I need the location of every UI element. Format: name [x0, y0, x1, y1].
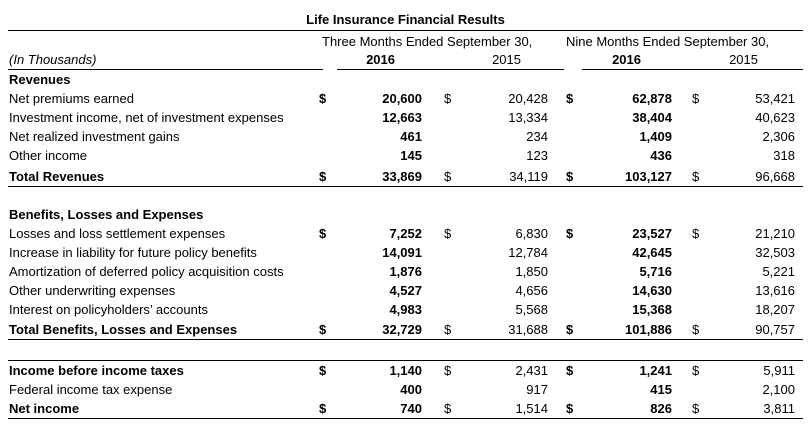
currency-symbol: $ — [319, 363, 327, 378]
nine-months-header: Nine Months Ended September 30, — [566, 34, 770, 49]
value-ytd-2015: 2,306 — [762, 129, 795, 144]
value-q-2016: 12,663 — [382, 110, 422, 125]
total-rule — [8, 339, 803, 340]
total-rule — [8, 360, 803, 361]
value-q-2015: 1,514 — [515, 401, 548, 416]
currency-symbol: $ — [566, 322, 574, 337]
table-row — [0, 300, 810, 319]
currency-symbol: $ — [319, 169, 327, 184]
currency-symbol: $ — [692, 169, 700, 184]
value-ytd-2016: 62,878 — [632, 91, 672, 106]
currency-symbol: $ — [692, 322, 700, 337]
table-row — [0, 262, 810, 281]
value-ytd-2016: 42,645 — [632, 245, 672, 260]
value-q-2016: 1,140 — [389, 363, 422, 378]
value-q-2016: 33,869 — [382, 169, 422, 184]
value-ytd-2016: 436 — [650, 148, 672, 163]
value-ytd-2015: 2,100 — [762, 382, 795, 397]
currency-symbol: $ — [692, 401, 700, 416]
row-label: Interest on policyholders’ accounts — [9, 302, 208, 317]
value-ytd-2016: 415 — [650, 382, 672, 397]
row-label: Other income — [9, 148, 88, 163]
value-ytd-2016: 14,630 — [632, 283, 672, 298]
value-ytd-2015: 5,911 — [763, 363, 795, 378]
currency-symbol: $ — [692, 91, 700, 106]
total-row — [0, 399, 810, 418]
currency-symbol: $ — [319, 401, 327, 416]
total-rule — [8, 418, 803, 419]
currency-symbol: $ — [692, 363, 700, 378]
section-header-row — [0, 70, 810, 89]
total-row — [0, 361, 810, 380]
table-row — [0, 224, 810, 243]
value-ytd-2015: 96,668 — [755, 169, 795, 184]
value-ytd-2015: 318 — [773, 148, 795, 163]
currency-symbol: $ — [566, 91, 574, 106]
row-label: Benefits, Losses and Expenses — [9, 207, 204, 222]
value-ytd-2016: 101,886 — [625, 322, 672, 337]
value-q-2015: 4,656 — [515, 283, 548, 298]
currency-symbol: $ — [319, 226, 327, 241]
value-q-2016: 20,600 — [382, 91, 422, 106]
value-q-2015: 13,334 — [508, 110, 548, 125]
value-q-2016: 1,876 — [389, 264, 422, 279]
value-ytd-2015: 21,210 — [755, 226, 795, 241]
currency-symbol: $ — [566, 401, 574, 416]
value-ytd-2015: 32,503 — [755, 245, 795, 260]
table-row — [0, 146, 810, 165]
value-q-2016: 4,983 — [389, 302, 422, 317]
value-q-2015: 31,688 — [508, 322, 548, 337]
value-q-2015: 234 — [526, 129, 548, 144]
value-ytd-2015: 13,616 — [755, 283, 795, 298]
row-label: Total Benefits, Losses and Expenses — [9, 322, 238, 337]
value-q-2015: 917 — [526, 382, 548, 397]
value-q-2016: 32,729 — [382, 322, 422, 337]
year-header-q-2016: 2016 — [366, 52, 395, 67]
value-q-2016: 145 — [400, 148, 422, 163]
currency-symbol: $ — [444, 226, 452, 241]
row-label: Amortization of deferred policy acquisition costs — [9, 264, 284, 279]
value-q-2015: 123 — [526, 148, 548, 163]
table-title: Life Insurance Financial Results — [306, 12, 505, 27]
value-ytd-2015: 53,421 — [755, 91, 795, 106]
currency-symbol: $ — [566, 226, 574, 241]
value-ytd-2015: 90,757 — [755, 322, 795, 337]
table-row — [0, 89, 810, 108]
value-q-2015: 6,830 — [515, 226, 548, 241]
total-row — [0, 167, 810, 186]
value-ytd-2016: 103,127 — [625, 169, 672, 184]
value-q-2016: 400 — [400, 382, 422, 397]
value-q-2016: 4,527 — [389, 283, 422, 298]
table-row — [0, 281, 810, 300]
value-q-2016: 461 — [400, 129, 422, 144]
value-ytd-2015: 18,207 — [755, 302, 795, 317]
section-header-row — [0, 205, 810, 224]
value-ytd-2016: 38,404 — [632, 110, 672, 125]
row-label: Total Revenues — [9, 169, 105, 184]
currency-symbol: $ — [566, 363, 574, 378]
title-rule — [8, 30, 803, 31]
value-ytd-2016: 5,716 — [639, 264, 672, 279]
value-ytd-2016: 826 — [650, 401, 672, 416]
three-months-header: Three Months Ended September 30, — [322, 34, 533, 49]
value-q-2015: 2,431 — [515, 363, 548, 378]
row-label: Net income — [9, 401, 80, 416]
currency-symbol: $ — [444, 169, 452, 184]
value-ytd-2016: 1,409 — [639, 129, 672, 144]
row-label: Net premiums earned — [9, 91, 134, 106]
value-q-2015: 20,428 — [508, 91, 548, 106]
row-label: Losses and loss settlement expenses — [9, 226, 226, 241]
row-label: Net realized investment gains — [9, 129, 180, 144]
table-row — [0, 108, 810, 127]
currency-symbol: $ — [692, 226, 700, 241]
row-label: Federal income tax expense — [9, 382, 173, 397]
row-label: Revenues — [9, 72, 71, 87]
table-row — [0, 127, 810, 146]
table-row — [0, 380, 810, 399]
total-rule — [8, 186, 803, 187]
value-ytd-2015: 5,221 — [762, 264, 795, 279]
value-q-2015: 5,568 — [515, 302, 548, 317]
year-header-ytd-2016: 2016 — [612, 52, 641, 67]
currency-symbol: $ — [444, 401, 452, 416]
value-q-2015: 1,850 — [515, 264, 548, 279]
currency-symbol: $ — [319, 91, 327, 106]
currency-symbol: $ — [319, 322, 327, 337]
value-q-2015: 34,119 — [509, 169, 548, 184]
value-q-2015: 12,784 — [508, 245, 548, 260]
value-ytd-2016: 1,241 — [639, 363, 672, 378]
value-ytd-2016: 23,527 — [632, 226, 672, 241]
value-q-2016: 14,091 — [382, 245, 422, 260]
year-header-ytd-2015: 2015 — [729, 52, 758, 67]
row-label: Income before income taxes — [9, 363, 184, 378]
row-label: Increase in liability for future policy benefits — [9, 245, 257, 260]
table-row — [0, 243, 810, 262]
value-ytd-2015: 40,623 — [755, 110, 795, 125]
units-label: (In Thousands) — [9, 52, 97, 67]
currency-symbol: $ — [444, 91, 452, 106]
total-row — [0, 320, 810, 339]
currency-symbol: $ — [566, 169, 574, 184]
row-label: Investment income, net of investment expenses — [9, 110, 284, 125]
currency-symbol: $ — [444, 363, 452, 378]
value-ytd-2015: 3,811 — [763, 401, 795, 416]
currency-symbol: $ — [444, 322, 452, 337]
year-header-q-2015: 2015 — [492, 52, 521, 67]
row-label: Other underwriting expenses — [9, 283, 176, 298]
value-q-2016: 7,252 — [389, 226, 422, 241]
value-ytd-2016: 15,368 — [632, 302, 672, 317]
value-q-2016: 740 — [400, 401, 422, 416]
